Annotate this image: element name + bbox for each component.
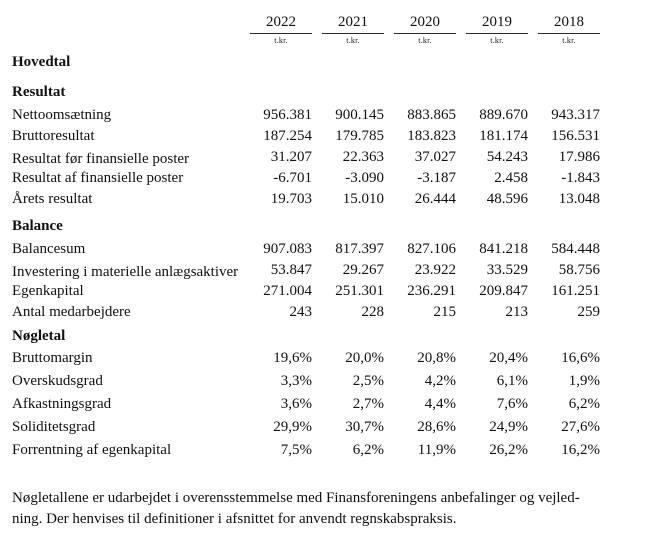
- cell-value: 26.444: [414, 191, 456, 207]
- cell-value: 20,8%: [417, 350, 456, 366]
- cell-value: 213: [505, 304, 528, 320]
- cell-value: -3.187: [417, 170, 456, 186]
- cell-value: 27,6%: [561, 419, 600, 435]
- cell-value: 26,2%: [489, 442, 528, 458]
- cell-value: 259: [577, 304, 600, 320]
- cell-value: 7,6%: [496, 396, 528, 412]
- cell-value: 6,1%: [496, 373, 528, 389]
- cell-value: 22.363: [342, 149, 384, 165]
- row-label: Egenkapital: [12, 283, 84, 299]
- cell-value: 956.381: [263, 107, 312, 123]
- footnote-line-1: Nøgletallene er udarbejdet i overensstemmelse med Finansforeningens anbefalinger og vejled-: [12, 490, 580, 506]
- table-row: [12, 302, 600, 323]
- unit-label: t.kr.: [274, 36, 288, 45]
- page-title: Hovedtal: [12, 54, 71, 70]
- cell-value: 54.243: [486, 149, 528, 165]
- table-row: [12, 147, 600, 168]
- cell-value: 251.301: [335, 283, 384, 299]
- cell-value: 15.010: [342, 191, 384, 207]
- cell-value: 3,3%: [280, 373, 312, 389]
- cell-value: 16,6%: [561, 350, 600, 366]
- table-row: [12, 439, 600, 462]
- table-row: [12, 189, 600, 210]
- row-label: Resultat før finansielle poster: [12, 151, 190, 167]
- row-label: Soliditetsgrad: [12, 419, 96, 435]
- cell-value: 1,9%: [568, 373, 600, 389]
- cell-value: 48.596: [486, 191, 528, 207]
- table-row: [12, 239, 600, 260]
- cell-value: 19,6%: [273, 350, 312, 366]
- cell-value: 33.529: [486, 262, 528, 278]
- cell-value: 7,5%: [280, 442, 312, 458]
- cell-value: 3,6%: [280, 396, 312, 412]
- cell-value: 28,6%: [417, 419, 456, 435]
- cell-value: 16,2%: [561, 442, 600, 458]
- row-label: Resultat af finansielle poster: [12, 170, 184, 186]
- unit-label: t.kr.: [346, 36, 360, 45]
- table-row: [12, 393, 600, 416]
- key-figures-table: [12, 12, 600, 462]
- cell-value: -3.090: [345, 170, 384, 186]
- row-label: Antal medarbejdere: [12, 304, 131, 320]
- year-label: 2019: [466, 12, 528, 34]
- cell-value: 907.083: [263, 241, 312, 257]
- table-row: [12, 347, 600, 370]
- cell-value: -1.843: [561, 170, 600, 186]
- footnote: [12, 488, 620, 530]
- table-row: [12, 126, 600, 147]
- cell-value: 179.785: [335, 128, 384, 144]
- year-column-header: [312, 12, 384, 46]
- cell-value: 584.448: [551, 241, 600, 257]
- cell-value: 58.756: [558, 262, 600, 278]
- section-heading-row: [12, 72, 600, 105]
- cell-value: 236.291: [407, 283, 456, 299]
- cell-value: 156.531: [551, 128, 600, 144]
- cell-value: 2,5%: [352, 373, 384, 389]
- cell-value: 889.670: [479, 107, 528, 123]
- cell-value: 23.922: [414, 262, 456, 278]
- cell-value: 883.865: [407, 107, 456, 123]
- cell-value: 2.458: [494, 170, 528, 186]
- section-heading: Balance: [12, 218, 63, 234]
- row-label: Bruttoresultat: [12, 128, 95, 144]
- table-row: [12, 260, 600, 281]
- table-row: [12, 105, 600, 126]
- section-heading: Nøgletal: [12, 328, 66, 344]
- cell-value: 228: [361, 304, 384, 320]
- cell-value: 20,4%: [489, 350, 528, 366]
- cell-value: 29.267: [342, 262, 384, 278]
- year-column-header: [528, 12, 600, 46]
- cell-value: 53.847: [270, 262, 312, 278]
- cell-value: 19.703: [270, 191, 312, 207]
- cell-value: 841.218: [479, 241, 528, 257]
- table-row: [12, 416, 600, 439]
- cell-value: 817.397: [335, 241, 384, 257]
- unit-label: t.kr.: [490, 36, 504, 45]
- cell-value: 37.027: [414, 149, 456, 165]
- cell-value: 271.004: [263, 283, 312, 299]
- cell-value: 4,4%: [424, 396, 456, 412]
- row-label: Investering i materielle anlægsaktiver: [12, 264, 239, 280]
- row-label: Nettoomsætning: [12, 107, 112, 123]
- cell-value: -6.701: [273, 170, 312, 186]
- year-label: 2018: [538, 12, 600, 34]
- cell-value: 900.145: [335, 107, 384, 123]
- cell-value: 183.823: [407, 128, 456, 144]
- row-label: Afkastningsgrad: [12, 396, 112, 412]
- cell-value: 30,7%: [345, 419, 384, 435]
- year-header: [12, 12, 600, 46]
- cell-value: 209.847: [479, 283, 528, 299]
- year-header-spacer: [12, 12, 240, 46]
- row-label: Balancesum: [12, 241, 86, 257]
- table-row: [12, 281, 600, 302]
- cell-value: 187.254: [263, 128, 312, 144]
- cell-value: 11,9%: [417, 442, 456, 458]
- cell-value: 6,2%: [352, 442, 384, 458]
- cell-value: 827.106: [407, 241, 456, 257]
- table-row: [12, 370, 600, 393]
- table-row: [12, 168, 600, 189]
- cell-value: 161.251: [551, 283, 600, 299]
- cell-value: 4,2%: [424, 373, 456, 389]
- cell-value: 181.174: [479, 128, 528, 144]
- year-header-row: [12, 12, 600, 46]
- cell-value: 243: [289, 304, 312, 320]
- title-row: [12, 46, 600, 72]
- cell-value: 13.048: [558, 191, 600, 207]
- cell-value: 31.207: [270, 149, 312, 165]
- unit-label: t.kr.: [562, 36, 576, 45]
- year-label: 2020: [394, 12, 456, 34]
- cell-value: 20,0%: [345, 350, 384, 366]
- unit-label: t.kr.: [418, 36, 432, 45]
- row-label: Overskudsgrad: [12, 373, 103, 389]
- year-column-header: [240, 12, 312, 46]
- row-label: Forrentning af egenkapital: [12, 442, 172, 458]
- section-heading-row: [12, 210, 600, 239]
- year-label: 2021: [322, 12, 384, 34]
- year-label: 2022: [250, 12, 312, 34]
- cell-value: 29,9%: [273, 419, 312, 435]
- cell-value: 6,2%: [568, 396, 600, 412]
- cell-value: 943.317: [551, 107, 600, 123]
- year-column-header: [384, 12, 456, 46]
- table-body: [12, 46, 600, 462]
- year-column-header: [456, 12, 528, 46]
- section-heading: Resultat: [12, 84, 66, 100]
- footnote-line-2: ning. Der henvises til definitioner i afsnittet for anvendt regnskabspraksis.: [12, 511, 457, 527]
- cell-value: 215: [433, 304, 456, 320]
- section-heading-row: [12, 323, 600, 347]
- row-label: Årets resultat: [12, 191, 93, 207]
- row-label: Bruttomargin: [12, 350, 93, 366]
- cell-value: 17.986: [558, 149, 600, 165]
- cell-value: 2,7%: [352, 396, 384, 412]
- cell-value: 24,9%: [489, 419, 528, 435]
